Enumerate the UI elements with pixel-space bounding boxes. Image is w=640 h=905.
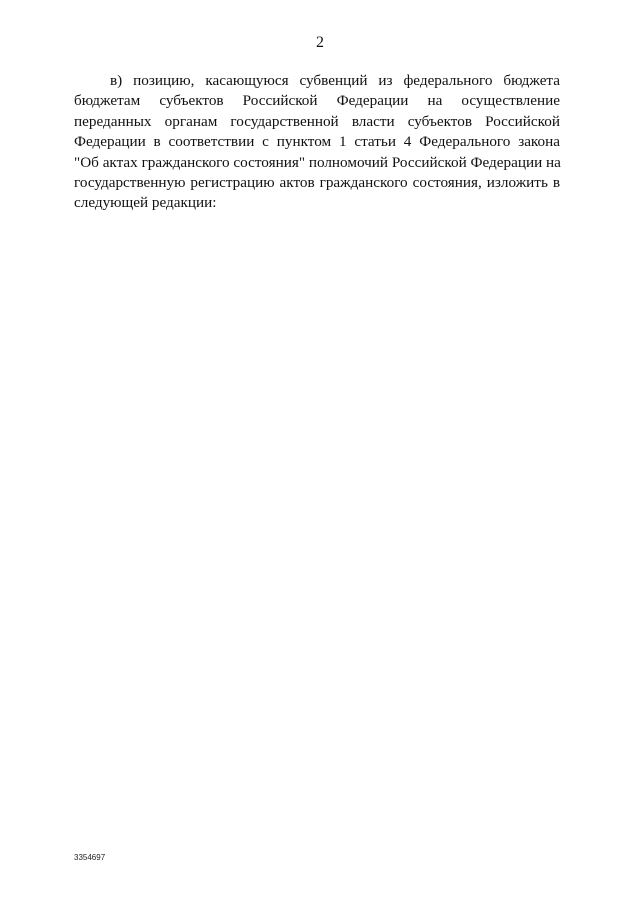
paragraph-line: государственную регистрацию актов гражданского состояния, изложить в (74, 173, 560, 191)
paragraph-line: следующей редакции: (74, 194, 217, 212)
paragraph-line: бюджетам субъектов Российской Федерации на осуществление (74, 92, 560, 110)
paragraph-line: переданных органам государственной власти субъектов Российской (74, 112, 560, 130)
paragraph-line: Федерации в соответствии с пунктом 1 статьи 4 Федерального закона (74, 133, 560, 151)
body-paragraph (74, 71, 560, 214)
page-number: 2 (316, 34, 324, 51)
paragraph-line: "Об актах гражданского состояния" полномочий Российской Федерации на (74, 153, 561, 171)
document-id: 3354697 (74, 853, 106, 862)
paragraph-line: в) позицию, касающуюся субвенций из федерального бюджета (110, 72, 560, 89)
